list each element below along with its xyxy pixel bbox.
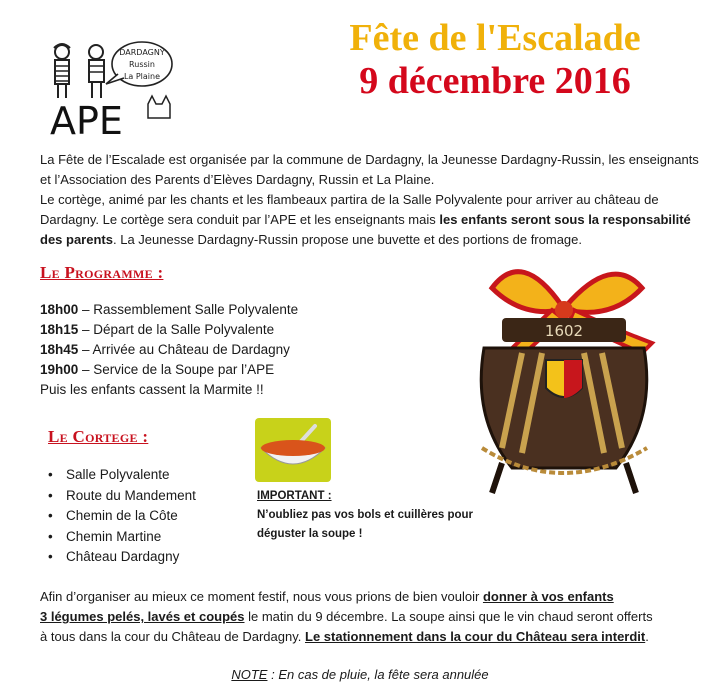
intro-p2-end: . La Jeunesse Dardagny-Russin propose une buvette et des portions de fromage.	[112, 232, 582, 247]
cortege-list	[48, 465, 196, 568]
closing-text	[40, 587, 700, 647]
intro-paragraph-2	[40, 190, 700, 250]
cortege-item: • Chemin Martine	[48, 527, 196, 548]
cortege-item: • Chemin de la Côte	[48, 506, 196, 527]
important-note	[257, 487, 473, 544]
marmite-year: 1602	[544, 322, 584, 340]
programme-list	[40, 300, 298, 400]
cortege-item: • Route du Mandement	[48, 486, 196, 507]
closing-line-2: 3 légumes pelés, lavés et coupés le matin du 9 décembre. La soupe ainsi que le vin chaud seront offerts	[40, 609, 653, 624]
intro-p2-bold: les enfants seront sous la responsabilité des parents	[40, 212, 691, 247]
important-label: IMPORTANT :	[257, 490, 332, 502]
cortege-heading: Le Cortege :	[48, 427, 149, 446]
bubble-line-3: La Plaine	[123, 72, 161, 81]
bubble-line-2: Russin	[129, 60, 155, 69]
soup-bowl-icon	[255, 418, 331, 482]
programme-item: 18h00 – Rassemblement Salle Polyvalente	[40, 302, 299, 317]
programme-item: 18h15 – Départ de la Salle Polyvalente	[40, 322, 275, 337]
closing-line-3: à tous dans la cour du Château de Dardagny. Le stationnement dans la cour du Château sera interdit.	[40, 629, 649, 644]
event-title: Fête de l'Escalade	[349, 17, 641, 59]
event-date: 9 décembre 2016	[359, 60, 631, 102]
children-drawing-icon	[44, 40, 174, 140]
marmite-illustration	[462, 248, 667, 503]
intro-paragraph-1: La Fête de l’Escalade est organisée par la commune de Dardagny, la Jeunesse Dardagny-Russin, les enseignants et l’Association des Parents d’Elèves Dardagny, Russin et La Plaine.	[40, 152, 699, 187]
programme-item: 18h45 – Arrivée au Château de Dardagny	[40, 342, 290, 357]
cortege-item: • Salle Polyvalente	[48, 465, 196, 486]
closing-line-1: Afin d’organiser au mieux ce moment festif, nous vous prions de bien vouloir donner à vos enfants	[40, 589, 614, 604]
cortege-item: • Château Dardagny	[48, 547, 196, 568]
note-text: : En cas de pluie, la fête sera annulée	[267, 667, 489, 682]
rain-note	[0, 667, 720, 682]
intro-text	[40, 150, 700, 250]
programme-item: 19h00 – Service de la Soupe par l’APE	[40, 362, 275, 377]
ape-letters: APE	[50, 99, 123, 140]
important-line-1: N’oubliez pas vos bols et cuillères pour	[257, 509, 473, 521]
ape-logo	[44, 40, 174, 140]
programme-heading: Le Programme :	[40, 263, 164, 282]
intro-p2-start: Le cortège, animé par les chants et les flambeaux partira de la Salle Polyvalente pour arriver au château de Dardagny. Le cortège sera conduit par l’APE et les enseignants mais	[40, 192, 659, 227]
important-line-2: déguster la soupe !	[257, 528, 363, 540]
note-label: NOTE	[231, 667, 268, 682]
bubble-line-1: DARDAGNY	[119, 48, 165, 57]
programme-footer: Puis les enfants cassent la Marmite !!	[40, 382, 264, 397]
